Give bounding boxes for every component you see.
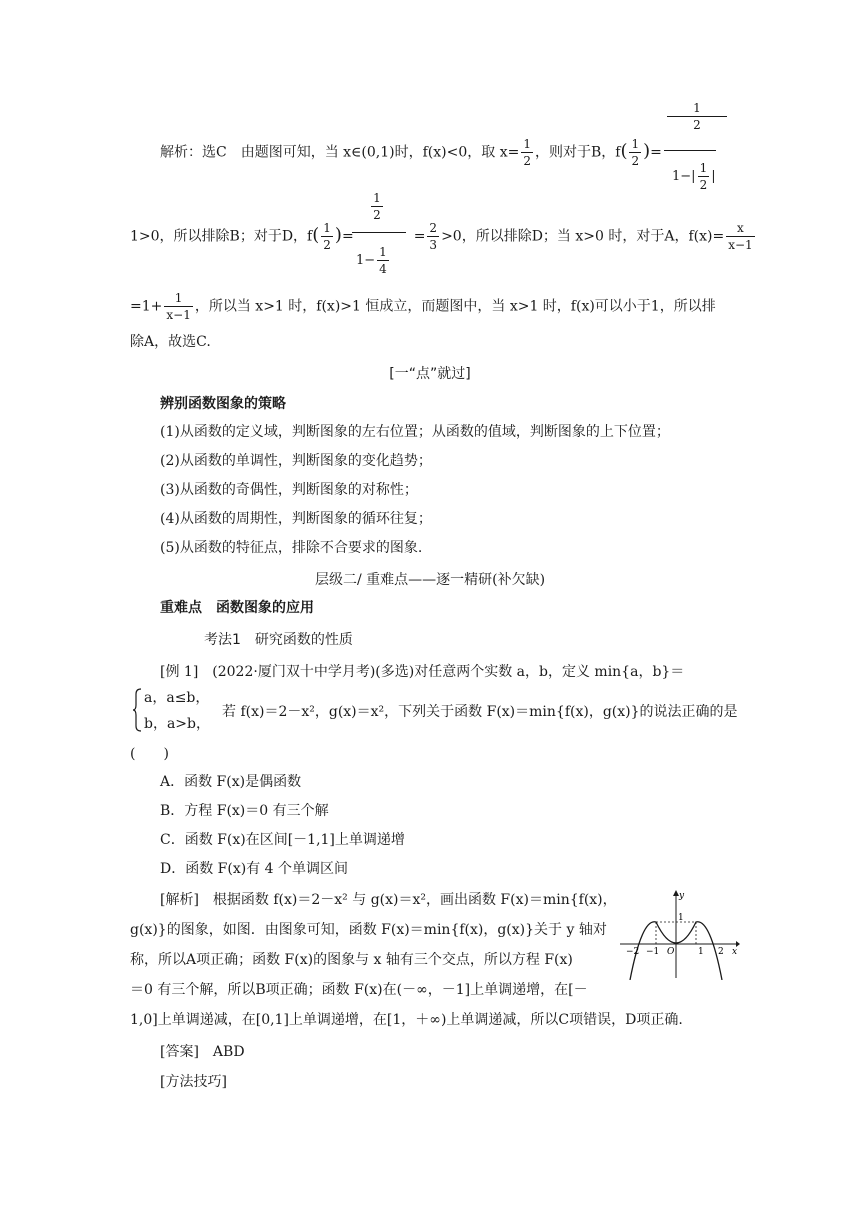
big-fraction-d: $\frac{1}{2}$ — [373, 191, 381, 222]
graph-tick-label: 1 — [698, 947, 704, 957]
graph-origin-label: O — [667, 947, 675, 957]
analysis-text: ，则对于B，f — [534, 144, 621, 161]
strategy-item: (1)从函数的定义域，判断图象的左右位置；从函数的值域，判断图象的上下位置； — [160, 424, 670, 440]
strategy-item: (4)从函数的周期性，判断图象的循环往复； — [160, 511, 432, 527]
example-line-1: [例 1] (2022·厦门双十中学月考)(多选)对任意两个实数 a，b，定义 min{a，b}＝ — [160, 664, 685, 680]
strategy-item: (3)从函数的奇偶性，判断图象的对称性； — [160, 482, 418, 498]
fraction-half: $\frac{1}{2}$ — [523, 137, 531, 168]
solution-line: [解析] 根据函数 f(x)＝2－x² 与 g(x)＝x²，画出函数 F(x)＝min{f(x)， — [160, 892, 617, 908]
graph-tick-label: −2 — [626, 947, 640, 957]
graph-y-label: y — [679, 891, 685, 901]
graph-one-label: 1 — [678, 913, 684, 923]
denominator-b: 1−| $\frac{1}{2}$ | — [672, 161, 716, 192]
case-2: b，a>b， — [144, 716, 211, 732]
tips-heading: [方法技巧] — [160, 1074, 227, 1090]
analysis-line-3: =1+ $\frac{1}{x-1}$ ，所以当 x>1 时，f(x)>1 恒成立，而题图中，当 x>1 时，f(x)可以小于1，所以排 — [130, 291, 716, 322]
fraction-half: $\frac{1}{2}$ — [631, 137, 640, 168]
strategy-title: 辨别函数图象的策略 — [160, 396, 286, 412]
graph-tick-label: 2 — [718, 947, 724, 957]
solution-line: g(x)}的图象，如图．由图象可知，函数 F(x)＝min{f(x)，g(x)}关于 y 轴对 — [130, 922, 607, 938]
section-tag: [一“点”就过] — [389, 366, 471, 382]
option-c: C．函数 F(x)在区间[－1,1]上单调递增 — [160, 832, 405, 848]
strategy-item: (2)从函数的单调性，判断图象的变化趋势； — [160, 453, 432, 469]
key-point-heading: 重难点 函数图象的应用 — [160, 600, 314, 616]
graph-tick-label: −1 — [646, 947, 660, 957]
method-heading: 考法1 研究函数的性质 — [204, 632, 353, 648]
big-fraction-b: $\frac{1}{2}$ — [662, 100, 732, 133]
analysis-line-2: 1>0，所以排除B；对于D，f( $\frac{1}{2}$ )= = $\frac{2}{3}$ >0，所以排除D；当 x>0 时，对于A，f(x)= $\frac{x}{x-1}$ — [130, 221, 753, 252]
answer-blank: ( ) — [130, 746, 169, 762]
brace-icon — [132, 688, 142, 732]
answer-line: [答案] ABD — [160, 1044, 245, 1060]
solution-line: 称，所以A项正确；函数 F(x)的图象与 x 轴有三个交点，所以方程 F(x) — [130, 952, 573, 968]
solution-line: ＝0 有三个解，所以B项正确；函数 F(x)在(－∞，－1]上单调递增，在[－ — [130, 982, 588, 998]
option-b: B．方程 F(x)＝0 有三个解 — [160, 803, 329, 819]
option-d: D．函数 F(x)有 4 个单调区间 — [160, 861, 349, 877]
option-a: A．函数 F(x)是偶函数 — [160, 774, 302, 790]
level-heading: 层级二/ 重难点——逐一精研(补欠缺) — [314, 572, 546, 588]
function-graph — [618, 888, 740, 980]
strategy-item: (5)从函数的特征点，排除不合要求的图象. — [160, 540, 423, 556]
denominator-d: 1− $\frac{1}{4}$ — [356, 245, 387, 276]
analysis-text: 解析：选C 由题图可知，当 x∈(0,1)时，f(x)<0，取 x= — [160, 144, 520, 161]
analysis-line-1: 解析：选C 由题图可知，当 x∈(0,1)时，f(x)<0，取 x= $\frac{1}{2}$ ，则对于B，f( $\frac{1}{2}$ )= — [160, 137, 662, 168]
analysis-line-4: 除A，故选C. — [130, 334, 211, 350]
solution-line: 1,0]上单调递减，在[0,1]上单调递增，在[1，＋∞)上单调递减，所以C项错误，D项正确. — [130, 1012, 683, 1028]
case-1: a，a≤b， — [144, 690, 210, 706]
graph-x-label: x — [732, 947, 738, 957]
example-line-2: 若 f(x)＝2－x²，g(x)＝x²，下列关于函数 F(x)＝min{f(x)，g(x)}的说法正确的是 — [222, 704, 738, 720]
